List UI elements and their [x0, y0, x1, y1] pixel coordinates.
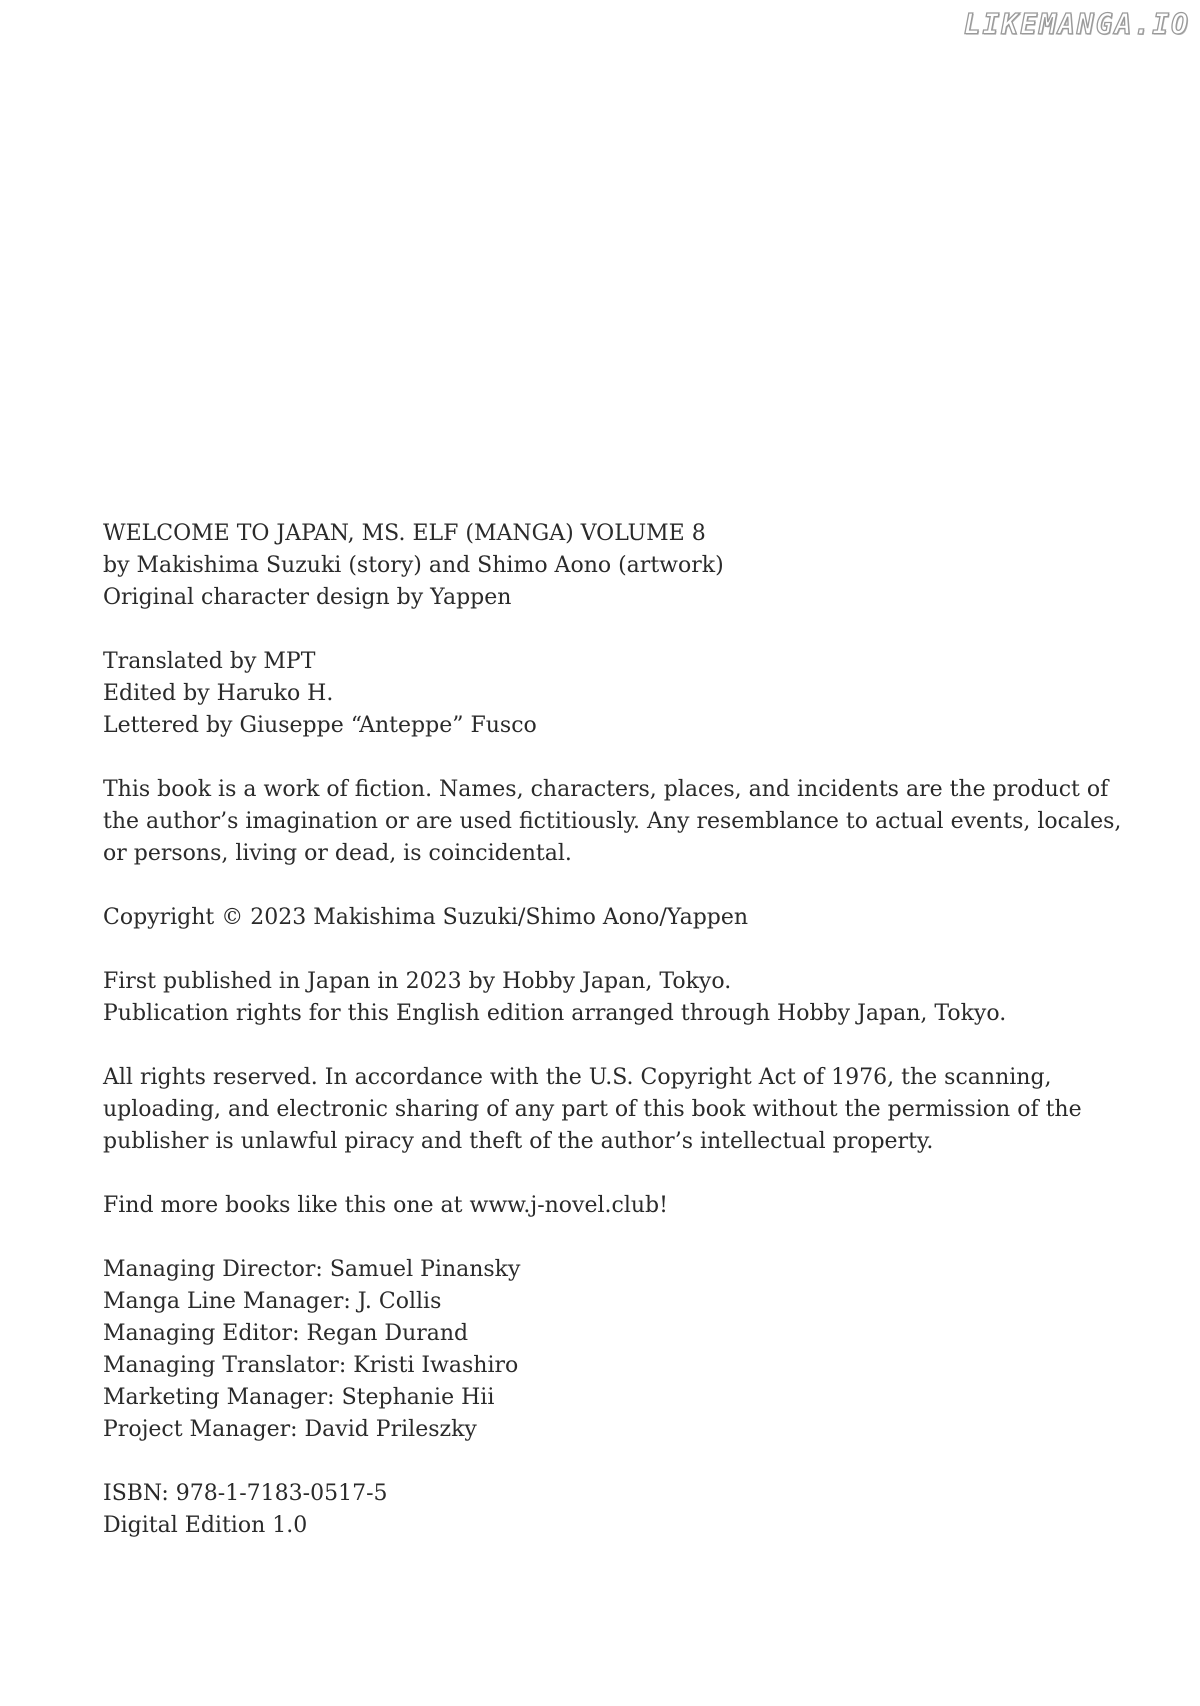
management-line: Managing Translator: Kristi Iwashiro	[103, 1353, 519, 1378]
copyright-block	[103, 902, 1103, 934]
editor-line: Edited by Haruko H.	[103, 681, 334, 706]
more-books-line: Find more books like this one at www.j-novel.club!	[103, 1193, 668, 1218]
management-line: Manga Line Manager: J. Collis	[103, 1289, 442, 1314]
management-line: Managing Director: Samuel Pinansky	[103, 1257, 521, 1282]
site-watermark: LIKEMANGA.IO	[963, 8, 1190, 41]
rights-block	[103, 1062, 1103, 1158]
letterer-line: Lettered by Giuseppe “Anteppe” Fusco	[103, 713, 537, 738]
disclaimer-line-1: This book is a work of fiction. Names, characters, places, and incidents are the product of	[103, 777, 1109, 802]
management-line: Marketing Manager: Stephanie Hii	[103, 1385, 495, 1410]
edition-block	[103, 1478, 1103, 1542]
credits-header-block	[103, 518, 1103, 614]
disclaimer-line-2: the author’s imagination or are used fictitiously. Any resemblance to actual events, locales,	[103, 809, 1122, 834]
copyright-line: Copyright © 2023 Makishima Suzuki/Shimo Aono/Yappen	[103, 905, 749, 930]
staff-block	[103, 646, 1103, 742]
management-block	[103, 1254, 1103, 1446]
book-title: WELCOME TO JAPAN, MS. ELF (MANGA) VOLUME 8	[103, 521, 706, 546]
rights-line-2: uploading, and electronic sharing of any part of this book without the permission of the	[103, 1097, 1082, 1122]
translator-line: Translated by MPT	[103, 649, 316, 674]
disclaimer-line-3: or persons, living or dead, is coincidental.	[103, 841, 572, 866]
first-published-line: First published in Japan in 2023 by Hobby Japan, Tokyo.	[103, 969, 732, 994]
authors-line: by Makishima Suzuki (story) and Shimo Aono (artwork)	[103, 553, 724, 578]
character-design-line: Original character design by Yappen	[103, 585, 512, 610]
publication-block	[103, 966, 1103, 1030]
colophon	[103, 518, 1122, 1574]
management-line: Project Manager: David Prileszky	[103, 1417, 477, 1442]
rights-line-3: publisher is unlawful piracy and theft of the author’s intellectual property.	[103, 1129, 934, 1154]
management-line: Managing Editor: Regan Durand	[103, 1321, 469, 1346]
digital-edition-line: Digital Edition 1.0	[103, 1513, 308, 1538]
fiction-disclaimer	[103, 774, 1122, 870]
more-books-block	[103, 1190, 1103, 1222]
publication-rights-line: Publication rights for this English edition arranged through Hobby Japan, Tokyo.	[103, 1001, 1007, 1026]
isbn-line: ISBN: 978-1-7183-0517-5	[103, 1481, 388, 1506]
rights-line-1: All rights reserved. In accordance with the U.S. Copyright Act of 1976, the scanning,	[103, 1065, 1052, 1090]
